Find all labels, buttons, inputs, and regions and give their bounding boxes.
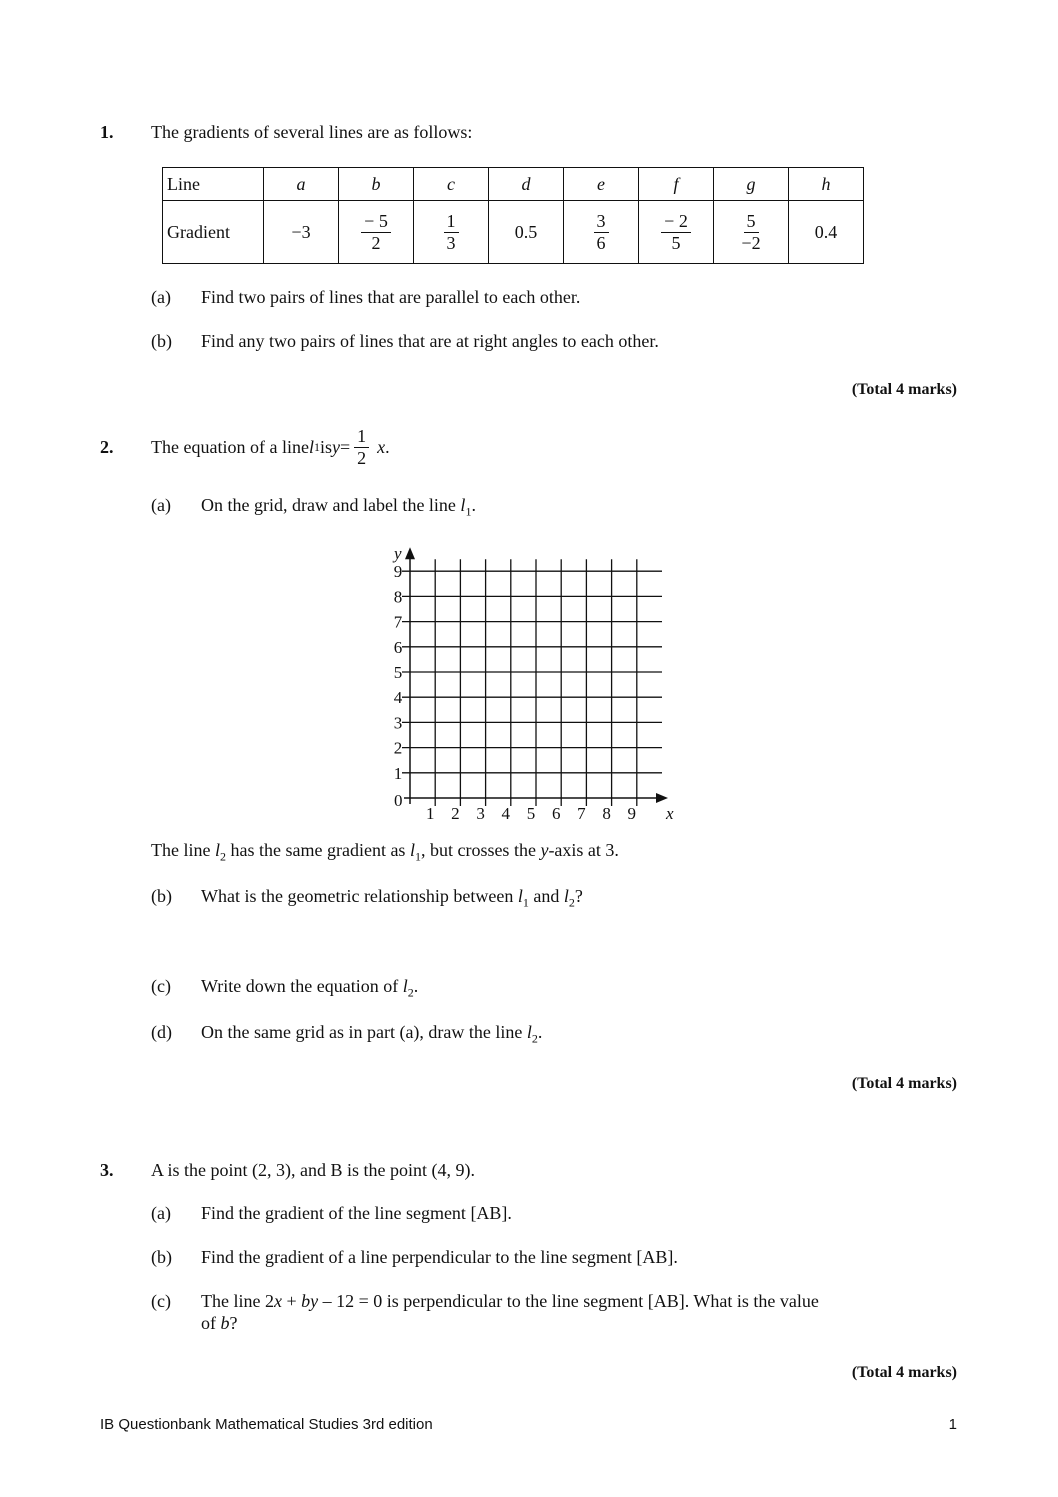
q2-intro-text: The equation of a line <box>151 436 309 457</box>
q3-part-c-text <box>201 1291 819 1312</box>
q2-intro-x: x <box>377 436 386 457</box>
q2-part-c-line-symbol: l <box>402 976 408 996</box>
gradient-e-denominator: 6 <box>596 232 606 253</box>
q3-part-c-words-1: The line 2 <box>201 1291 274 1311</box>
gradient-g-denominator: −2 <box>741 232 761 253</box>
gradient-b-numerator: − 5 <box>361 212 391 233</box>
question-1-intro: The gradients of several lines are as follows: <box>151 122 473 142</box>
q1-part-b-label: (b) <box>151 331 172 351</box>
q2-part-b-l2: l <box>563 886 569 906</box>
gradient-e-numerator: 3 <box>594 212 609 233</box>
coordinate-grid[interactable] <box>380 535 680 825</box>
q2-part-d-subscript: 2 <box>531 1031 538 1046</box>
q2-l2-sentence <box>151 840 619 865</box>
question-3-intro: A is the point (2, 3), and B is the point (4, 9). <box>151 1160 475 1180</box>
x-tick-label: 8 <box>602 804 611 823</box>
gradient-c-numerator: 1 <box>444 212 459 233</box>
q2-part-d-end: . <box>537 1022 543 1042</box>
q2-intro-line-symbol: l <box>308 436 314 457</box>
q2-part-b-words: What is the geometric relationship between <box>201 886 518 906</box>
y-tick-label: 1 <box>393 763 403 783</box>
line-label-f: f <box>673 173 679 194</box>
table-row <box>163 168 864 201</box>
question-1-number: 1. <box>100 122 114 142</box>
y-axis-label: y <box>394 544 402 564</box>
q2-intro-equals: = <box>339 436 351 457</box>
y-tick-label: 6 <box>393 637 403 657</box>
x-tick-label: 3 <box>476 804 485 823</box>
gradient-f-numerator: − 2 <box>661 212 691 233</box>
q1-part-b-text: Find any two pairs of lines that are at right angles to each other. <box>201 331 659 351</box>
q2-l2-subscript: 2 <box>220 849 226 864</box>
q2-part-d-label: (d) <box>151 1022 172 1042</box>
y-tick-label: 5 <box>393 663 403 682</box>
q2-l2-text-1: The line <box>151 840 215 860</box>
q3-part-c-x: x <box>273 1291 282 1311</box>
q2-part-d-words: On the same grid as in part (a), draw the line <box>201 1022 527 1042</box>
table-row-label-line: Line <box>163 168 264 201</box>
y-tick-label: 3 <box>393 713 403 733</box>
q2-intro-subscript: 1 <box>313 439 320 454</box>
q2-part-a-subscript: 1 <box>465 504 472 519</box>
q3-part-c-text-line2 <box>201 1313 238 1334</box>
gradient-b <box>339 201 414 264</box>
origin-label: 0 <box>394 791 403 810</box>
q2-intro-fraction <box>354 427 369 468</box>
q2-part-c-text <box>201 976 418 1001</box>
q2-l2-y: y <box>540 840 549 860</box>
x-tick-label: 1 <box>425 804 435 823</box>
x-tick-label: 2 <box>451 804 460 823</box>
q2-intro-end: . <box>385 436 390 457</box>
q3-part-c-b: b <box>220 1313 230 1333</box>
gradient-c-denominator: 3 <box>446 232 456 253</box>
x-axis-label: x <box>666 804 674 823</box>
q2-part-b-end: ? <box>574 886 583 906</box>
y-tick-label: 7 <box>393 612 403 632</box>
q2-part-b-l1: l <box>517 886 523 906</box>
gradient-d: 0.5 <box>489 201 564 264</box>
q2-l2-text-3: , but crosses the <box>420 840 541 860</box>
gradient-a: −3 <box>264 201 339 264</box>
line-label-e: e <box>597 173 605 194</box>
q2-part-a-text <box>201 495 476 520</box>
q2-l2-text-4: -axis at 3. <box>548 840 619 860</box>
gradient-e <box>564 201 639 264</box>
q2-l1-symbol: l <box>409 840 415 860</box>
gradient-f-denominator: 5 <box>671 232 681 253</box>
line-label-c: c <box>447 173 455 194</box>
x-tick-label: 5 <box>526 804 536 823</box>
line-label-d: d <box>521 173 531 194</box>
q1-part-a-text: Find two pairs of lines that are parallel to each other. <box>201 287 581 307</box>
y-tick-label: 4 <box>393 688 403 708</box>
q2-part-b-label: (b) <box>151 886 172 906</box>
q3-total-marks: (Total 4 marks) <box>851 1364 957 1381</box>
q3-part-b-label: (b) <box>151 1247 172 1267</box>
q2-part-a-line-symbol: l <box>460 495 466 515</box>
q1-total-marks: (Total 4 marks) <box>851 381 957 398</box>
q2-intro-y: y <box>331 436 340 457</box>
q3-part-c-label: (c) <box>151 1291 171 1311</box>
q2-total-marks: (Total 4 marks) <box>851 1075 957 1092</box>
page-number: 1 <box>948 1416 957 1433</box>
q2-part-c-end: . <box>413 976 419 996</box>
q2-l2-text-2: has the same gradient as <box>226 840 410 860</box>
q2-fraction-denominator: 2 <box>357 447 367 468</box>
q2-fraction-numerator: 1 <box>354 427 369 448</box>
x-tick-label: 6 <box>551 804 561 823</box>
line-label-b: b <box>371 173 381 194</box>
gradient-h: 0.4 <box>789 201 864 264</box>
gradient-f <box>639 201 714 264</box>
q2-l1-subscript: 1 <box>414 849 421 864</box>
q3-part-c-plus: + <box>281 1291 302 1311</box>
gradient-b-denominator: 2 <box>371 232 381 253</box>
footer-source: IB Questionbank Mathematical Studies 3rd edition <box>100 1416 433 1433</box>
question-3-number: 3. <box>100 1160 114 1180</box>
q3-part-c-of: of <box>201 1313 221 1333</box>
y-tick-label: 2 <box>393 738 403 758</box>
line-label-a: a <box>296 173 306 194</box>
y-tick-label: 9 <box>393 562 403 582</box>
x-tick-label: 7 <box>577 804 586 823</box>
line-label-g: g <box>746 173 756 194</box>
q2-part-d-text <box>201 1022 542 1047</box>
q3-part-b-text: Find the gradient of a line perpendicular to the line segment [AB]. <box>201 1247 678 1267</box>
q2-part-c-subscript: 2 <box>407 985 414 1000</box>
q2-part-a-label: (a) <box>151 495 171 515</box>
q2-part-b-and: and <box>528 886 564 906</box>
gradient-table <box>162 167 864 264</box>
q2-part-c-words: Write down the equation of <box>201 976 403 996</box>
q2-l2-symbol: l <box>214 840 220 860</box>
q3-part-c-question-mark: ? <box>229 1313 238 1333</box>
table-row-label-gradient: Gradient <box>163 201 264 264</box>
x-tick-label: 4 <box>501 804 511 823</box>
gradient-g <box>714 201 789 264</box>
q3-part-c-words-2: – 12 = 0 is perpendicular to the line segment [AB]. What is the value <box>318 1291 819 1311</box>
line-label-h: h <box>821 173 831 194</box>
x-axis-arrow <box>656 793 668 803</box>
y-axis-arrow <box>405 547 415 559</box>
q1-part-a-label: (a) <box>151 287 171 307</box>
q2-part-a-end: . <box>471 495 476 515</box>
q2-part-b-l1-sub: 1 <box>522 895 529 910</box>
q2-intro-is: is <box>319 436 332 457</box>
gradient-c <box>414 201 489 264</box>
q2-part-b-text <box>201 886 583 911</box>
q3-part-c-by: by <box>301 1291 319 1311</box>
q3-part-a-label: (a) <box>151 1203 171 1223</box>
gradient-g-numerator: 5 <box>744 212 759 233</box>
q2-part-d-line-symbol: l <box>526 1022 532 1042</box>
x-tick-label: 9 <box>627 804 637 823</box>
q2-part-c-label: (c) <box>151 976 171 996</box>
q2-part-a-words: On the grid, draw and label the line <box>201 495 461 515</box>
q2-part-b-l2-sub: 2 <box>568 895 575 910</box>
q3-part-a-text: Find the gradient of the line segment [AB]. <box>201 1203 512 1223</box>
y-tick-label: 8 <box>393 587 403 607</box>
question-2-intro <box>151 424 390 470</box>
table-row <box>163 201 864 264</box>
question-2-number: 2. <box>100 437 114 457</box>
